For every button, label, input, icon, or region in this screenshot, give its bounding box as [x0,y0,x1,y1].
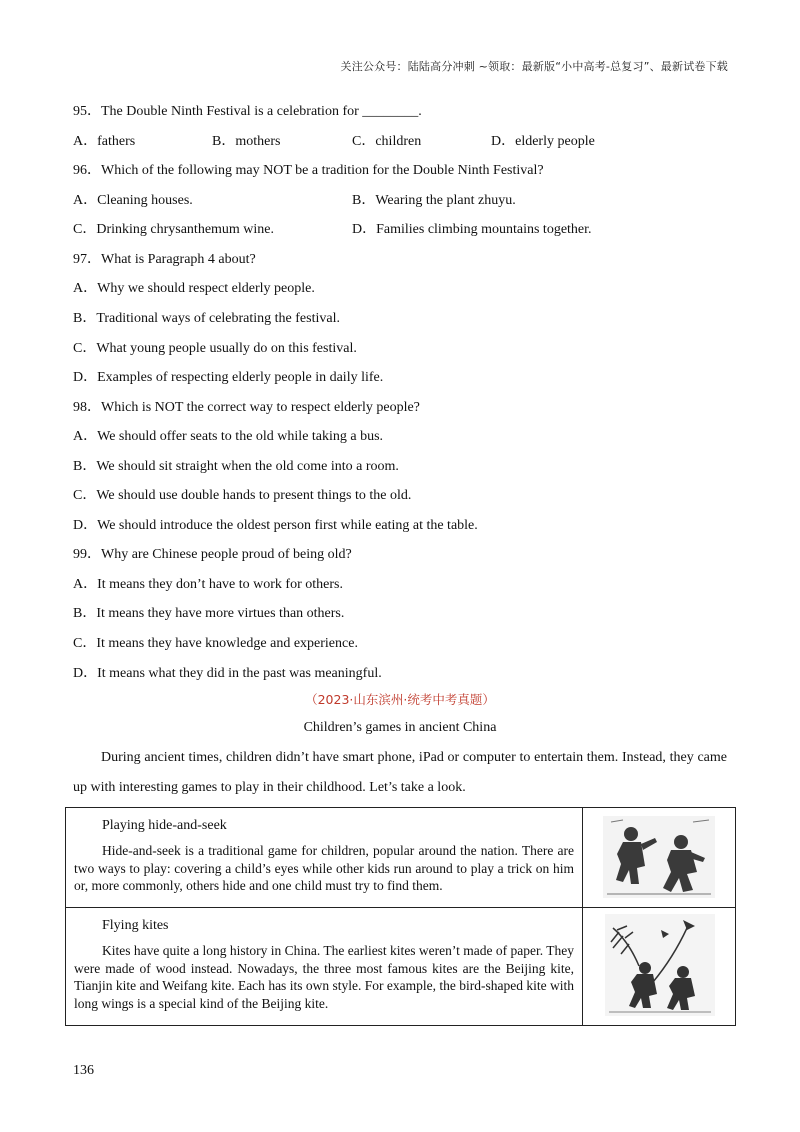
q99-option-c: C．It means they have knowledge and experience. [73,636,358,651]
flying-kites-image [583,908,735,1023]
source-note: （2023·山东滨州·统考中考真题） [305,692,495,707]
question-97-stem: 97．What is Paragraph 4 about? [73,252,256,267]
page-header: 关注公众号：陆陆高分冲刺 ~领取：最新版“小中高考-总复习”、最新试卷下载 [340,60,728,73]
hide-and-seek-image [583,808,735,906]
table-text-cell [66,808,583,907]
q96-option-a: A．Cleaning houses. [73,193,193,208]
q97-option-d: D．Examples of respecting elderly people in daily life. [73,370,384,385]
q96-option-b: B．Wearing the plant zhuyu. [352,193,516,208]
q98-option-d: D．We should introduce the oldest person first while eating at the table. [73,518,478,533]
q99-option-a: A．It means they don’t have to work for others. [73,577,343,592]
question-96-stem: 96．Which of the following may NOT be a tradition for the Double Ninth Festival? [73,163,544,178]
intro-paragraph: During ancient times, children didn’t have smart phone, iPad or computer to entertain them. Instead, they came up with interesting games to play in their childhood. Let’s take a look. [73,750,727,795]
question-98-stem: 98．Which is NOT the correct way to respect elderly people? [73,400,420,415]
q95-option-d: D．elderly people [491,134,595,149]
q96-option-d: D．Families climbing mountains together. [352,222,592,237]
q95-option-b: B．mothers [212,134,281,149]
q98-option-a: A．We should offer seats to the old while taking a bus. [73,429,384,444]
q99-option-d: D．It means what they did in the past was meaningful. [73,666,382,681]
table-row [66,808,735,908]
game-description-flying-kites: Kites have quite a long history in China. The earliest kites weren’t made of paper. They were made of wood instead. Nowadays, the three most famous kites are the Beijing kite, Tianjin kite and Weifang kite. Each has its own style. For example, the bird-shaped kite with long wings is a special kind of the Beijing kite. [74,943,574,1011]
games-table [65,807,736,1026]
q99-option-b: B．It means they have more virtues than others. [73,606,345,621]
q97-option-a: A．Why we should respect elderly people. [73,281,315,296]
flying-kites-illustration [583,908,735,1025]
game-title-hide-and-seek: Playing hide-and-seek [102,818,227,833]
game-description-hide-and-seek: Hide-and-seek is a traditional game for children, popular around the nation. There are two ways to play: covering a child’s eyes while other kids run around to play a trick on him or, more commonly, others hide and one child must try to find them. [74,843,574,893]
passage-title: Children’s games in ancient China [303,720,497,735]
q98-option-c: C．We should use double hands to present things to the old. [73,488,412,503]
q96-option-c: C．Drinking chrysanthemum wine. [73,222,275,237]
hide-and-seek-illustration [583,808,735,907]
question-95-stem: 95．The Double Ninth Festival is a celebration for ________. [73,104,422,119]
question-99-stem: 99．Why are Chinese people proud of being old? [73,547,352,562]
q95-option-a: A．fathers [73,134,136,149]
q97-option-b: B．Traditional ways of celebrating the festival. [73,311,340,326]
table-text-cell [66,908,583,1025]
q98-option-b: B．We should sit straight when the old come into a room. [73,459,399,474]
game-title-flying-kites: Flying kites [102,918,169,933]
q95-option-c: C．children [352,134,422,149]
table-row [66,908,735,1025]
page-number: 136 [73,1063,94,1078]
q97-option-c: C．What young people usually do on this festival. [73,341,357,356]
